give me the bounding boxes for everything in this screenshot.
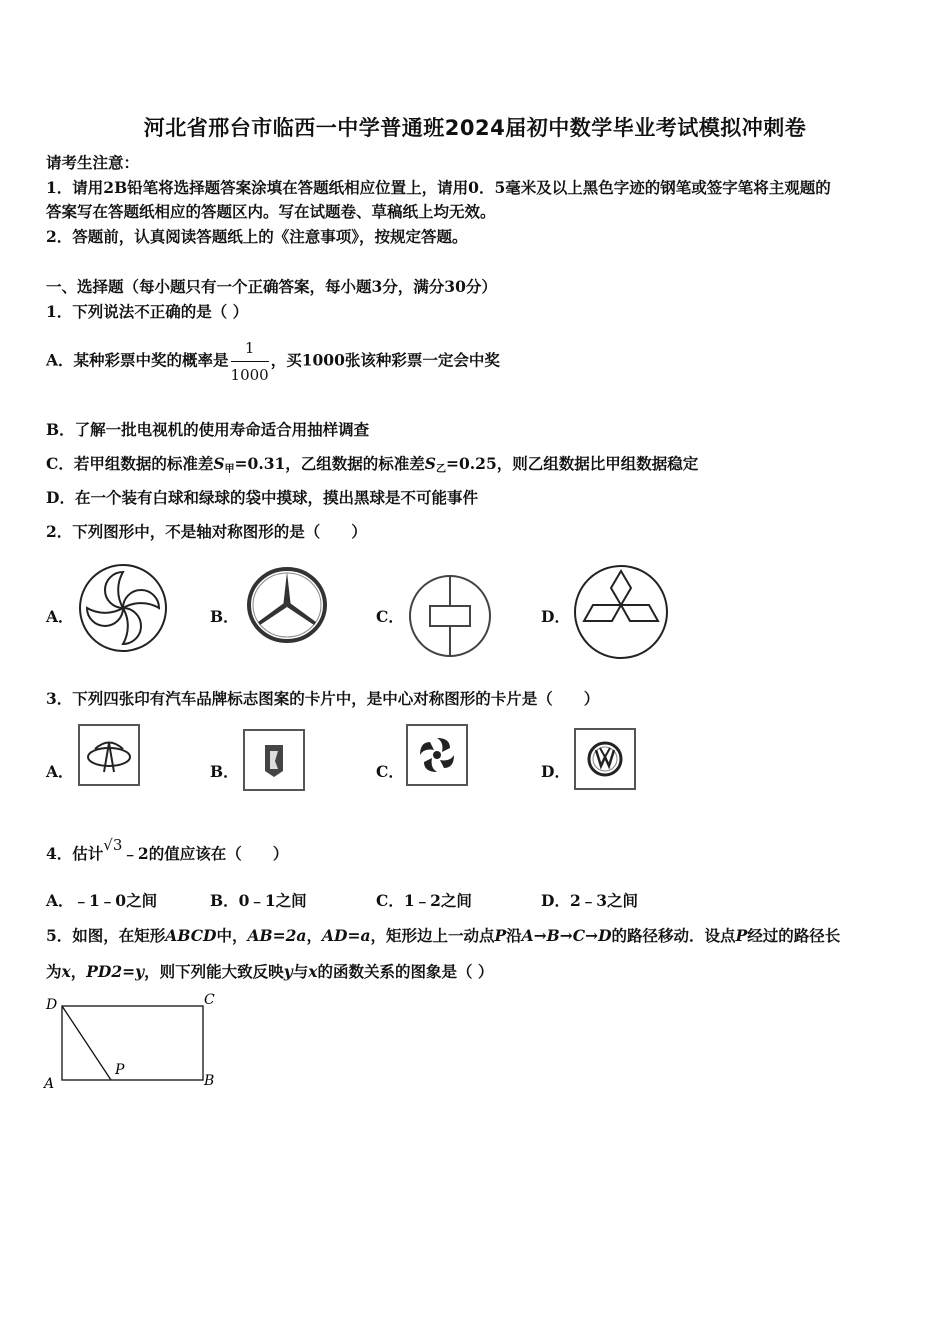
- q1-stem: 1．下列说法不正确的是（ ）: [46, 302, 249, 321]
- fraction-numerator: 1: [231, 336, 269, 362]
- q5-text: 中，: [216, 926, 248, 945]
- q5-path: A→B→C→D: [521, 926, 612, 945]
- q3-card-d-vw-logo-icon: [574, 728, 636, 790]
- page-title: 河北省邢台市临西一中学普通班2024届初中数学毕业考试模拟冲刺卷: [143, 116, 807, 140]
- q5-rectangle-figure: [40, 990, 230, 1095]
- q5-point-p: P: [735, 926, 748, 945]
- q3-label-d: D．: [541, 762, 570, 781]
- q4-option-c: C．1﹣2之间: [376, 891, 472, 910]
- std-subscript-2: 乙: [436, 464, 446, 475]
- q5-pd-expr: PD2=y: [86, 962, 145, 981]
- q3-label-b: B．: [210, 762, 239, 781]
- q5-text: ，: [70, 962, 87, 981]
- q5-rect-name: ABCD: [165, 926, 217, 945]
- q4-stem-prefix: 4．估计: [46, 844, 104, 863]
- q2-label-b: B．: [210, 607, 239, 626]
- q5-stem-line-2: [46, 961, 493, 983]
- q2-label-c: C．: [376, 607, 404, 626]
- q5-ad-expr: AD=a: [321, 926, 371, 945]
- q2-stem: 2．下列图形中，不是轴对称图形的是（ ）: [46, 522, 367, 541]
- q2-figure-d-three-diamond-icon: [573, 565, 669, 659]
- q5-point-p: P: [494, 926, 507, 945]
- std-subscript-1: 甲: [224, 464, 235, 475]
- q5-text: 的路径移动．设点: [611, 926, 736, 945]
- q5-var-y: y: [283, 962, 293, 981]
- q4-option-a: A．﹣1﹣0之间: [46, 891, 158, 910]
- label-p: P: [115, 1062, 125, 1078]
- q3-label-c: C．: [376, 762, 404, 781]
- fraction-denominator: 1000: [230, 366, 269, 384]
- q1-option-c: [46, 453, 698, 481]
- q5-stem-line-1: [46, 925, 840, 947]
- q5-text: 5．如图，在矩形: [46, 926, 166, 945]
- q4-stem-suffix: ﹣2的值应该在（ ）: [122, 844, 289, 863]
- q1-option-a: [46, 336, 500, 387]
- q5-var-x: x: [61, 962, 71, 981]
- label-c: C: [204, 992, 215, 1008]
- section-heading: 一、选择题（每小题只有一个正确答案，每小题3分，满分30分）: [46, 277, 497, 296]
- q5-text: 与: [292, 962, 309, 981]
- q5-text: ，则下列能大致反映: [144, 962, 284, 981]
- std-symbol: S: [424, 454, 436, 473]
- segment-pd: [62, 1006, 111, 1080]
- notice-item-1-line-2: 答案写在答题纸相应的答题区内。写在试题卷、草稿纸上均无效。: [46, 202, 496, 221]
- q3-stem: 3．下列四张印有汽车品牌标志图案的卡片中，是中心对称图形的卡片是（ ）: [46, 689, 600, 708]
- q2-figure-a-pinwheel-icon: [78, 563, 168, 653]
- q5-text: 的函数关系的图象是（ ）: [317, 962, 494, 981]
- q1-option-a-suffix: ，买1000张该种彩票一定会中奖: [270, 350, 500, 370]
- q5-text: 经过的路径长: [747, 926, 841, 945]
- q1-option-d: D．在一个装有白球和绿球的袋中摸球，摸出黑球是不可能事件: [46, 488, 478, 507]
- q3-label-a: A．: [46, 762, 74, 781]
- q4-option-d: D．2﹣3之间: [541, 891, 639, 910]
- label-d: D: [46, 997, 58, 1013]
- fraction: [231, 336, 269, 387]
- q2-figure-b-three-point-star-icon: [246, 566, 328, 644]
- notice-item-1-line-1: 1．请用2B铅笔将选择题答案涂填在答题纸相应位置上，请用0．5毫米及以上黑色字迹的钢笔或签字笔将主观题的: [46, 178, 831, 197]
- label-a: A: [44, 1076, 55, 1092]
- q3-card-c-spiral-logo-icon: [406, 724, 468, 786]
- q4-option-b: B．0﹣1之间: [210, 891, 307, 910]
- q5-ab-expr: AB=2a: [247, 926, 307, 945]
- label-b: B: [204, 1073, 215, 1089]
- std-symbol: S: [213, 454, 225, 473]
- q4-stem: [46, 836, 289, 865]
- q1-option-c-part2: =0.31，乙组数据的标准差: [234, 454, 425, 473]
- q2-label-d: D．: [541, 607, 570, 626]
- q3-card-a-logo-icon: [78, 724, 140, 786]
- rectangle-abcd: [62, 1006, 203, 1080]
- q3-card-b-logo-icon: [243, 729, 305, 791]
- notice-heading: 请考生注意：: [46, 153, 140, 172]
- q2-figure-c-circle-rect-icon: [408, 575, 492, 657]
- q1-option-c-part3: =0.25，则乙组数据比甲组数据稳定: [446, 454, 699, 473]
- q5-text: 沿: [506, 926, 522, 945]
- notice-item-2: 2．答题前，认真阅读答题纸上的《注意事项》，按规定答题。: [46, 227, 468, 246]
- q5-var-x: x: [308, 962, 318, 981]
- q5-text: 为: [46, 962, 62, 981]
- q1-option-a-prefix: A．某种彩票中奖的概率是: [46, 350, 229, 370]
- sqrt-three: √3: [103, 836, 123, 854]
- q5-text: ，: [306, 926, 322, 945]
- q5-text: ，矩形边上一动点: [370, 926, 495, 945]
- q2-label-a: A．: [46, 607, 74, 626]
- q1-option-b: B．了解一批电视机的使用寿命适合用抽样调查: [46, 420, 370, 439]
- q1-option-c-part1: C．若甲组数据的标准差: [46, 454, 214, 473]
